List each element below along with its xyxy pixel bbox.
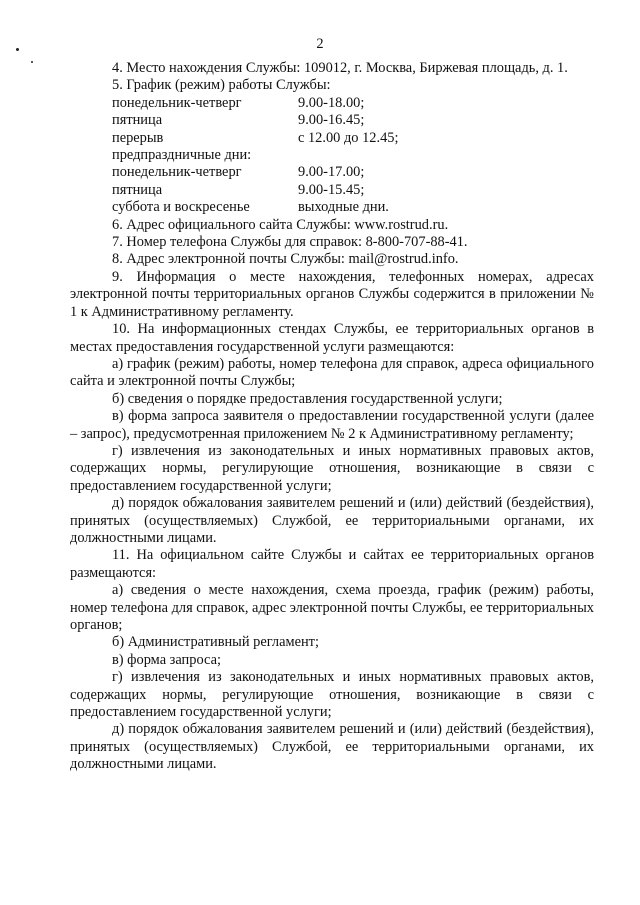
item-11-b: б) Административный регламент; xyxy=(112,634,319,651)
item-11-d: г) извлечения из законодательных и иных нормативных правовых актов, содержащих нормы, регулирующие отношения, возникающие в связи с предоставлением государственной услуги; xyxy=(70,669,594,721)
item-6: 6. Адрес официального сайта Службы: www.rostrud.ru. xyxy=(112,216,449,233)
item-5-title: 5. График (режим) работы Службы: xyxy=(112,77,331,94)
item-10-e: д) порядок обжалования заявителем решений и (или) действий (бездействия), принятых (осуществляемых) Службой, ее территориальными органами, их должностными лицами. xyxy=(70,495,594,546)
scan-dot xyxy=(31,61,33,63)
item-7: 7. Номер телефона Службы для справок: 8-800-707-88-41. xyxy=(112,234,468,251)
page-number: 2 xyxy=(316,36,324,52)
preholiday-row xyxy=(112,199,594,216)
preholiday-time: 9.00-15.45; xyxy=(298,181,365,198)
schedule-row xyxy=(112,130,594,147)
preholiday-day: пятница xyxy=(112,181,163,198)
schedule-row xyxy=(112,112,594,129)
preholiday-day: понедельник-четверг xyxy=(112,164,242,181)
schedule-time: 9.00-16.45; xyxy=(298,112,365,129)
schedule-day: перерыв xyxy=(112,129,164,146)
preholiday-row xyxy=(112,182,594,199)
preholiday-day: суббота и воскресенье xyxy=(112,199,250,216)
preholiday-time: выходные дни. xyxy=(298,199,389,216)
schedule-time: с 12.00 до 12.45; xyxy=(298,129,399,146)
schedule-time: 9.00-18.00; xyxy=(298,94,365,111)
item-8: 8. Адрес электронной почты Службы: mail@rostrud.info. xyxy=(112,251,459,268)
item-11: 11. На официальном сайте Службы и сайтах ее территориальных органов размещаются: xyxy=(70,547,594,581)
item-10: 10. На информационных стендах Службы, ее территориальных органов в местах предоставления государственной услуги размещаются: xyxy=(70,321,594,355)
preholiday-row xyxy=(112,164,594,181)
schedule-day: понедельник-четверг xyxy=(112,94,242,111)
item-9: 9. Информация о месте нахождения, телефонных номерах, адресах электронной почты территориальных органов Службы содержится в приложении № 1 к Административному регламенту. xyxy=(70,268,594,320)
item-10-c: в) форма запроса заявителя о предоставлении государственной услуги (далее – запрос), предусмотренная приложением № 2 к Административному регламенту; xyxy=(70,408,594,442)
item-11-a: а) сведения о месте нахождения, схема проезда, график (режим) работы, номер телефона для справок, адрес электронной почты Службы, ее территориальных органов; xyxy=(70,582,594,633)
item-4: 4. Место нахождения Службы: 109012, г. Москва, Биржевая площадь, д. 1. xyxy=(112,60,568,76)
schedule-day: пятница xyxy=(112,112,163,129)
preholiday-title: предпраздничные дни: xyxy=(112,147,252,164)
document-body xyxy=(70,60,594,774)
schedule-row xyxy=(112,95,594,112)
item-10-d: г) извлечения из законодательных и иных нормативных правовых актов, содержащих нормы, регулирующие отношения, возникающие в связи с предоставлением государственной услуги; xyxy=(70,442,594,494)
preholiday-time: 9.00-17.00; xyxy=(298,164,365,181)
item-11-e: д) порядок обжалования заявителем решений и (или) действий (бездействия), принятых (осуществляемых) Службой, ее территориальными органами, их должностными лицами. xyxy=(70,721,594,773)
item-11-c: в) форма запроса; xyxy=(112,651,221,668)
item-10-b: б) сведения о порядке предоставления государственной услуги; xyxy=(112,390,503,407)
item-10-a: а) график (режим) работы, номер телефона для справок, адреса официального сайта и электронной почты Службы; xyxy=(70,355,594,390)
